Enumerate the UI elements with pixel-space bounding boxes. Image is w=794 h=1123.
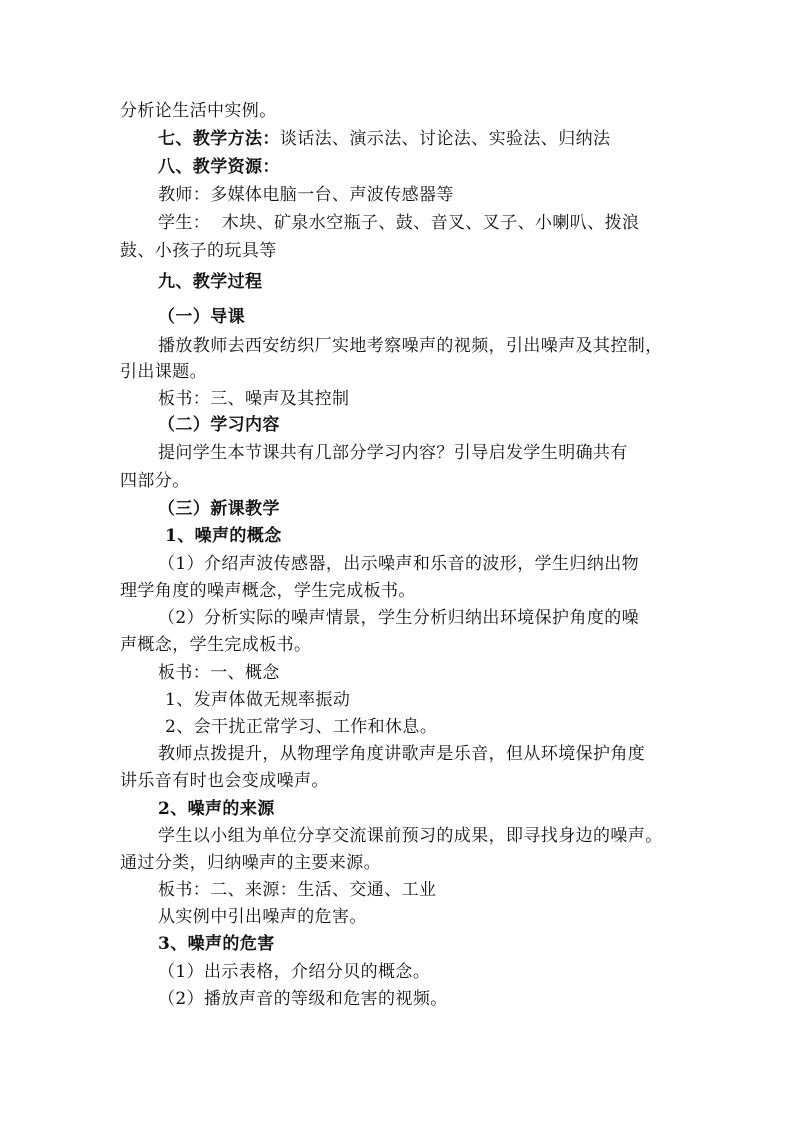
section-heading-resources: 八、教学资源： [158, 157, 280, 177]
text-line: 鼓、小孩子的玩具等 [120, 241, 277, 261]
subsection-heading-new-lesson: （三）新课教学 [158, 499, 280, 519]
text-line: 学生以小组为单位分享交流课前预习的成果，即寻找身边的噪声。 [158, 826, 663, 846]
text-line: （1）介绍声波传感器，出示噪声和乐音的波形，学生归纳出物 [158, 554, 640, 574]
topic-heading-source: 2、噪声的来源 [158, 799, 275, 819]
text-line: 2、会干扰正常学习、工作和休息。 [165, 717, 438, 737]
methods-list: 谈话法、演示法、讨论法、实验法、归纳法 [279, 129, 611, 149]
section-heading-methods: 七、教学方法： [158, 129, 280, 149]
text-line: 四部分。 [120, 471, 190, 491]
text-line: 学生： 木块、矿泉水空瓶子、鼓、音叉、叉子、小喇叭、拨浪 [158, 213, 640, 233]
text-line: 讲乐音有时也会变成噪声。 [120, 771, 329, 791]
text-line: 板书：一、概念 [158, 663, 280, 683]
text-line: 从实例中引出噪声的危害。 [158, 907, 367, 927]
text-line: （1）出示表格，介绍分贝的概念。 [158, 962, 431, 982]
text-line: 板书：二、来源：生活、交通、工业 [158, 880, 437, 900]
text-line: 声概念，学生完成板书。 [120, 635, 312, 655]
text-line: 理学角度的噪声概念，学生完成板书。 [120, 581, 416, 601]
text-line: 提问学生本节课共有几部分学习内容？引导启发学生明确共有 [158, 443, 628, 463]
text-line: 引出课题。 [120, 362, 207, 382]
text-line: 教师点拨提升，从物理学角度讲歌声是乐音，但从环境保护角度 [158, 744, 646, 764]
subsection-heading-content: （二）学习内容 [158, 415, 280, 435]
method-line [158, 128, 610, 150]
text-line: 分析论生活中实例。 [120, 101, 277, 121]
text-line: 板书：三、噪声及其控制 [158, 389, 350, 409]
subsection-heading-intro: （一）导课 [158, 307, 245, 327]
text-line: 1、发声体做无规率振动 [165, 690, 351, 710]
text-line: 教师：多媒体电脑一台、声波传感器等 [158, 185, 454, 205]
text-line: 通过分类，归纳噪声的主要来源。 [120, 853, 381, 873]
topic-heading-concept: 1、噪声的概念 [165, 526, 282, 546]
text-line: 播放教师去西安纺织厂实地考察噪声的视频，引出噪声及其控制， [158, 336, 663, 356]
section-heading-process: 九、教学过程 [158, 272, 263, 292]
topic-heading-harm: 3、噪声的危害 [158, 934, 275, 954]
text-line: （2）分析实际的噪声情景，学生分析归纳出环境保护角度的噪 [158, 608, 640, 628]
text-line: （2）播放声音的等级和危害的视频。 [158, 989, 448, 1009]
